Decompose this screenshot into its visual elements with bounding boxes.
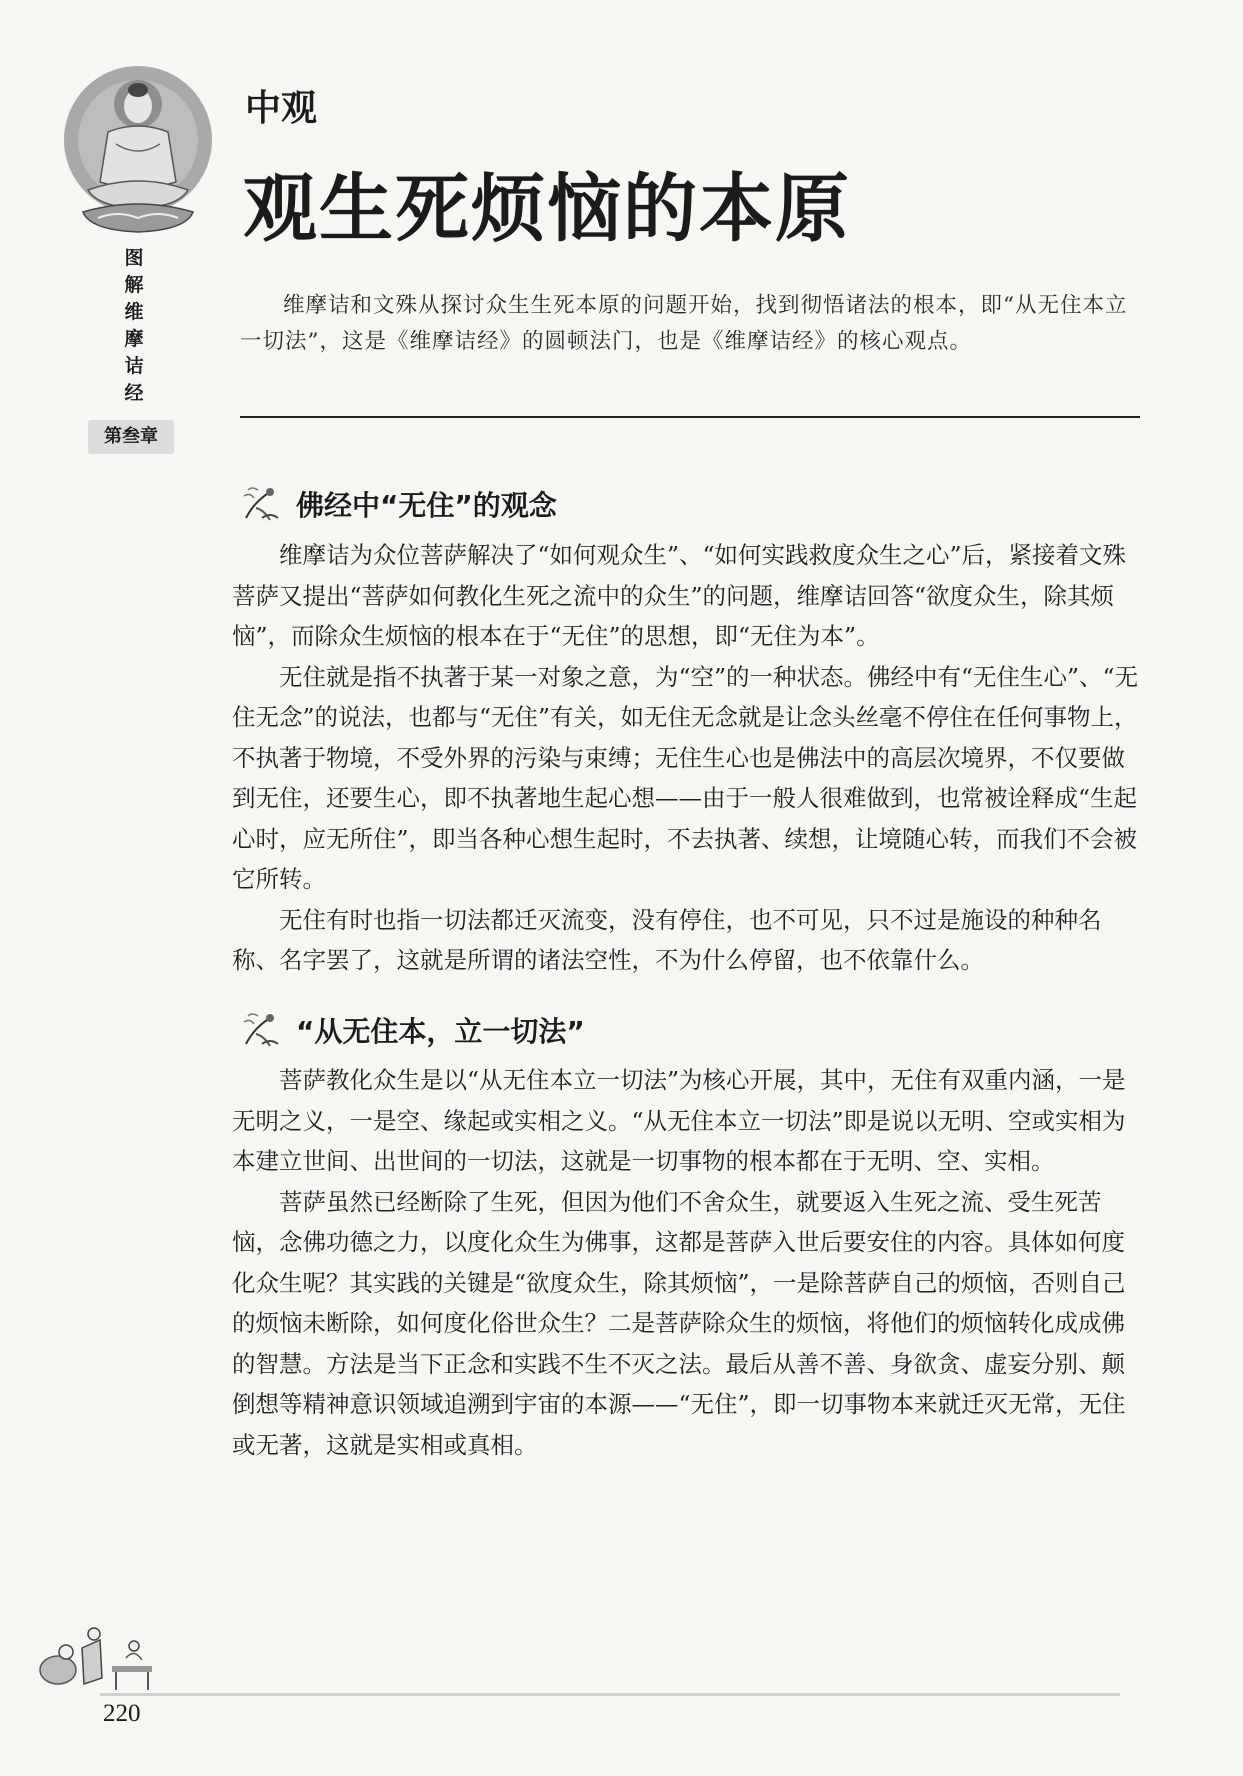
section-heading-label: “从无住本，立一切法” xyxy=(296,1015,585,1048)
section-heading xyxy=(240,1008,585,1052)
footer-rule xyxy=(100,1693,1120,1696)
side-title-char: 维 xyxy=(124,301,144,323)
chapter-tab: 第叁章 xyxy=(88,420,174,454)
brush-ornament-icon xyxy=(240,482,284,526)
section-body xyxy=(232,1060,1142,1465)
side-title-char: 摩 xyxy=(124,328,144,350)
side-title-char: 解 xyxy=(124,274,144,296)
section-body xyxy=(232,535,1142,981)
body-paragraph: 菩萨虽然已经断除了生死，但因为他们不舍众生，就要返入生死之流、受生死苦恼，念佛功德之力，以度化众生为佛事，这都是菩萨入世后要安住的内容。具体如何度化众生呢？其实践的关键是“欲度众生，除其烦恼”，一是除菩萨自己的烦恼，否则自己的烦恼未断除，如何度化俗世众生？二是菩萨除众生的烦恼，将他们的烦恼转化成成佛的智慧。方法是当下正念和实践不生不灭之法。最后从善不善、身欲贪、虚妄分别、颠倒想等精神意识领域追溯到宇宙的本源——“无住”，即一切事物本来就迁灭无常，无住或无著，这就是实相或真相。 xyxy=(232,1187,1126,1459)
section-heading xyxy=(240,482,557,526)
side-title-char: 图 xyxy=(124,247,144,269)
body-paragraph: 维摩诘为众位菩萨解决了“如何观众生”、“如何实践救度众生之心”后，紧接着文殊菩萨又提出“菩萨如何教化生死之流中的众生”的问题，维摩诘回答“欲度众生，除其烦恼”，而除众生烦恼的根本在于“无住”的思想，即“无住为本”。 xyxy=(232,541,1127,650)
page-number: 220 xyxy=(103,1700,141,1727)
intro-paragraph: 维摩诘和文殊从探讨众生生死本原的问题开始，找到彻悟诸法的根本，即“从无住本立一切法”，这是《维摩诘经》的圆顿法门，也是《维摩诘经》的核心观点。 xyxy=(240,293,1128,354)
scholars-reading-icon xyxy=(22,1618,162,1698)
body-paragraph: 无住就是指不执著于某一对象之意，为“空”的一种状态。佛经中有“无住生心”、“无住无念”的说法，也都与“无住”有关，如无住无念就是让念头丝毫不停住在任何事物上，不执著于物境，不受外界的污染与束缚；无住生心也是佛法中的高层次境界，不仅要做到无住，还要生心，即不执著地生起心想——由于一般人很难做到，也常被诠释成“生起心时，应无所住”，即当各种心想生起时，不去执著、续想，让境随心转，而我们不会被它所转。 xyxy=(232,662,1139,893)
section-kicker: 中观 xyxy=(245,88,318,129)
side-title-char: 诘 xyxy=(124,355,144,377)
body-paragraph: 无住有时也指一切法都迁灭流变，没有停住，也不可见，只不过是施设的种种名称、名字罢了，这就是所谓的诸法空性，不为什么停留，也不依靠什么。 xyxy=(232,905,1102,974)
page-title: 观生死烦恼的本原 xyxy=(243,166,851,252)
seated-buddha-icon xyxy=(58,62,218,242)
body-paragraph: 菩萨教化众生是以“从无住本立一切法”为核心开展，其中，无住有双重内涵，一是无明之义，一是空、缘起或实相之义。“从无住本立一切法”即是说以无明、空或实相为本建立世间、出世间的一切法，这就是一切事物的根本都在于无明、空、实相。 xyxy=(232,1066,1126,1175)
side-title-char: 经 xyxy=(124,382,144,404)
side-book-title xyxy=(120,245,148,407)
divider xyxy=(240,416,1140,418)
section-heading-label: 佛经中“无住”的观念 xyxy=(296,489,557,522)
brush-ornament-icon xyxy=(240,1008,284,1052)
